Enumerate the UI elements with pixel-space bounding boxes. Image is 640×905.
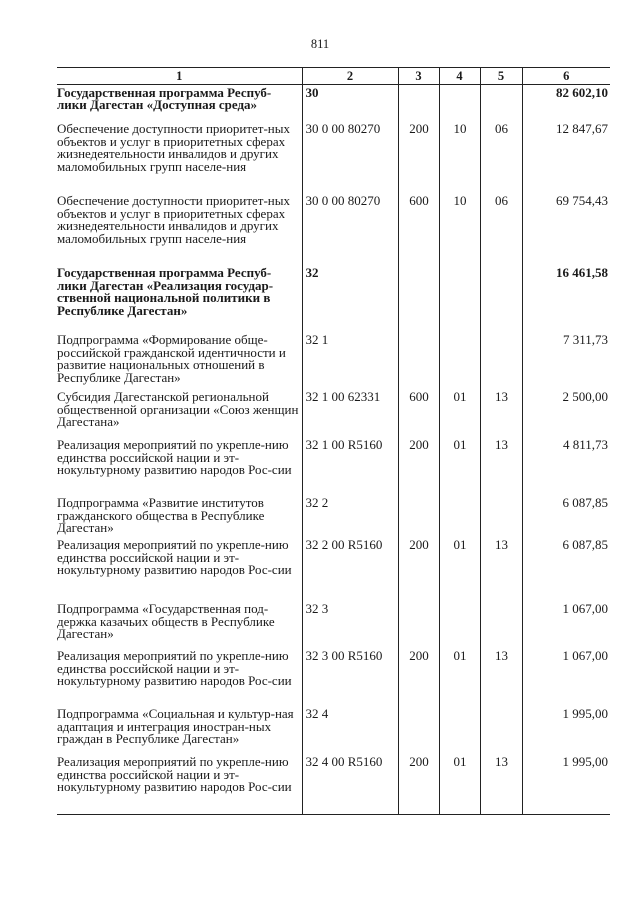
row-amount-cell: 82 602,10 — [522, 84, 610, 121]
row-type-cell — [398, 706, 439, 754]
table-row — [57, 437, 610, 495]
row-subsection-cell — [480, 332, 522, 389]
row-name-cell: Подпрограмма «Формирование обще-российской гражданской идентичности и развитие национальных отношений в Республике Дагестан» — [57, 332, 286, 385]
row-code-cell: 32 1 — [302, 332, 398, 389]
header-row — [57, 68, 610, 85]
column-header: 3 — [398, 68, 439, 85]
row-code-cell: 32 4 00 R5160 — [302, 754, 398, 814]
row-code-cell: 30 — [302, 84, 398, 121]
row-code-cell: 32 3 00 R5160 — [302, 648, 398, 706]
row-section-cell: 01 — [439, 537, 480, 601]
row-name-cell: Подпрограмма «Социальная и культур-ная адаптация и интеграция иностран-ных граждан в Республике Дагестан» — [57, 706, 294, 746]
row-subsection-cell: 13 — [480, 389, 522, 437]
row-amount-cell: 2 500,00 — [522, 389, 610, 437]
row-type-cell — [398, 332, 439, 389]
row-amount-cell: 1 067,00 — [522, 601, 610, 648]
row-section-cell: 01 — [439, 437, 480, 495]
row-section-cell: 10 — [439, 121, 480, 193]
row-section-cell — [439, 332, 480, 389]
row-type-cell: 200 — [398, 437, 439, 495]
row-section-cell — [439, 495, 480, 537]
row-name-cell: Субсидия Дагестанской региональной общественной организации «Союз женщин Дагестана» — [57, 389, 299, 429]
row-type-cell: 200 — [398, 648, 439, 706]
row-code-cell: 32 2 00 R5160 — [302, 537, 398, 601]
row-subsection-cell — [480, 706, 522, 754]
row-amount-cell: 6 087,85 — [522, 537, 610, 601]
page-number: 811 — [310, 37, 330, 51]
table-row — [57, 537, 610, 601]
table-row — [57, 332, 610, 389]
table-row — [57, 601, 610, 648]
row-name-cell: Обеспечение доступности приоритет-ных объектов и услуг в приоритетных сферах жизнедеятельности инвалидов и других маломобильных групп населе-ния — [57, 193, 290, 246]
row-code-cell: 32 1 00 62331 — [302, 389, 398, 437]
column-header: 2 — [302, 68, 398, 85]
row-type-cell — [398, 265, 439, 332]
row-subsection-cell — [480, 265, 522, 332]
row-type-cell — [398, 84, 439, 121]
row-name-cell: Государственная программа Респуб-лики Дагестан «Доступная среда» — [57, 84, 272, 112]
column-header: 1 — [57, 68, 302, 85]
row-amount-cell: 4 811,73 — [522, 437, 610, 495]
row-section-cell: 10 — [439, 193, 480, 265]
row-type-cell: 600 — [398, 193, 439, 265]
row-section-cell: 01 — [439, 754, 480, 814]
row-type-cell: 600 — [398, 389, 439, 437]
row-code-cell: 32 4 — [302, 706, 398, 754]
row-name-cell: Реализация мероприятий по укрепле-нию единства российской нации и эт-нокультурному развитию народов Рос-сии — [57, 754, 302, 814]
table-row — [57, 389, 610, 437]
row-name-cell: Подпрограмма «Развитие институтов гражданского общества в Республике Дагестан» — [57, 495, 265, 535]
budget-table — [57, 67, 610, 815]
row-section-cell: 01 — [439, 389, 480, 437]
row-amount-cell: 12 847,67 — [522, 121, 610, 193]
row-name-cell: Государственная программа Респуб-лики Дагестан «Реализация государ-ственной национальной политики в Республике Дагестан» — [57, 265, 274, 318]
column-header: 4 — [439, 68, 480, 85]
row-type-cell: 200 — [398, 121, 439, 193]
row-subsection-cell: 06 — [480, 193, 522, 265]
row-type-cell — [398, 601, 439, 648]
table-row — [57, 84, 610, 121]
row-code-cell: 32 3 — [302, 601, 398, 648]
table-row — [57, 706, 610, 754]
row-section-cell — [439, 706, 480, 754]
row-subsection-cell: 13 — [480, 537, 522, 601]
row-amount-cell: 1 995,00 — [522, 754, 610, 814]
table-row — [57, 121, 610, 193]
row-subsection-cell: 13 — [480, 754, 522, 814]
column-header: 5 — [480, 68, 522, 85]
row-name-cell: Обеспечение доступности приоритет-ных объектов и услуг в приоритетных сферах жизнедеятельности инвалидов и других маломобильных групп населе-ния — [57, 121, 290, 174]
row-amount-cell: 1 995,00 — [522, 706, 610, 754]
row-name-cell: Реализация мероприятий по укрепле-нию единства российской нации и эт-нокультурному развитию народов Рос-сии — [57, 437, 292, 477]
row-section-cell: 01 — [439, 648, 480, 706]
row-subsection-cell: 13 — [480, 437, 522, 495]
row-amount-cell: 16 461,58 — [522, 265, 610, 332]
row-amount-cell: 7 311,73 — [522, 332, 610, 389]
row-type-cell: 200 — [398, 754, 439, 814]
row-name-cell: Реализация мероприятий по укрепле-нию единства российской нации и эт-нокультурному развитию народов Рос-сии — [57, 537, 292, 577]
table-row — [57, 754, 610, 814]
row-type-cell — [398, 495, 439, 537]
column-header: 6 — [522, 68, 610, 85]
row-subsection-cell: 06 — [480, 121, 522, 193]
row-type-cell: 200 — [398, 537, 439, 601]
row-code-cell: 30 0 00 80270 — [302, 121, 398, 193]
table-row — [57, 648, 610, 706]
row-subsection-cell: 13 — [480, 648, 522, 706]
table-body — [57, 84, 610, 814]
row-section-cell — [439, 601, 480, 648]
row-code-cell: 32 2 — [302, 495, 398, 537]
row-subsection-cell — [480, 495, 522, 537]
table-row — [57, 495, 610, 537]
row-subsection-cell — [480, 601, 522, 648]
row-name-cell: Реализация мероприятий по укрепле-нию единства российской нации и эт-нокультурному развитию народов Рос-сии — [57, 648, 292, 688]
row-name-cell: Подпрограмма «Государственная под-держка казачьих обществ в Республике Дагестан» — [57, 601, 275, 641]
row-code-cell: 32 1 00 R5160 — [302, 437, 398, 495]
row-section-cell — [439, 265, 480, 332]
table-row — [57, 265, 610, 332]
row-code-cell: 30 0 00 80270 — [302, 193, 398, 265]
row-subsection-cell — [480, 84, 522, 121]
row-code-cell: 32 — [302, 265, 398, 332]
row-amount-cell: 1 067,00 — [522, 648, 610, 706]
table-row — [57, 193, 610, 265]
row-amount-cell: 69 754,43 — [522, 193, 610, 265]
row-section-cell — [439, 84, 480, 121]
row-amount-cell: 6 087,85 — [522, 495, 610, 537]
